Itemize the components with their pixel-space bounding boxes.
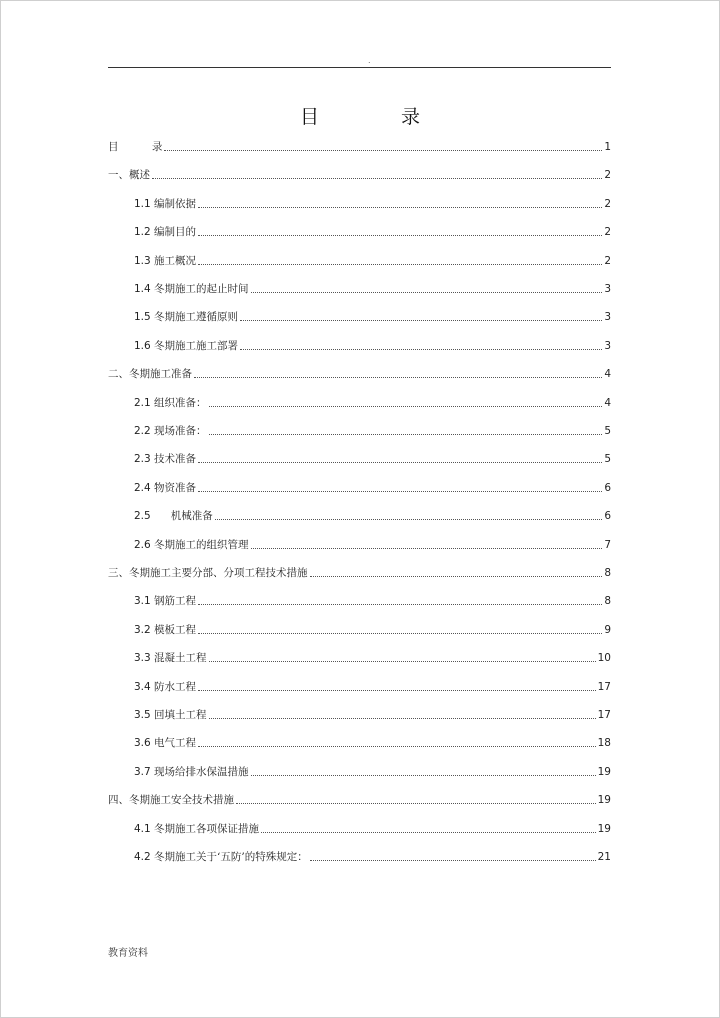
- toc-entry[interactable]: [134, 678, 611, 694]
- toc-dot-leader: [251, 292, 603, 293]
- toc-entry-label: [134, 680, 196, 694]
- toc-dot-leader: [209, 718, 596, 719]
- toc-page-number: 4: [604, 368, 611, 380]
- toc-dot-leader: [194, 377, 602, 378]
- toc-entry-number: 3.2: [134, 624, 151, 636]
- toc-entry[interactable]: [134, 649, 611, 665]
- toc-entry-text: 现场给排水保温措施: [154, 766, 249, 778]
- toc-page-number: 5: [604, 453, 611, 465]
- toc-dot-leader: [164, 150, 602, 151]
- toc-entry-number: 2.2: [134, 425, 151, 437]
- toc-dot-leader: [209, 661, 596, 662]
- toc-entry-text: 二、冬期施工准备: [108, 368, 192, 380]
- toc-dot-leader: [215, 519, 603, 520]
- toc-entry[interactable]: [108, 564, 611, 580]
- toc-entry[interactable]: [134, 479, 611, 495]
- toc-entry[interactable]: [108, 166, 611, 182]
- toc-page-number: 19: [597, 766, 611, 778]
- toc-entry[interactable]: [134, 507, 611, 523]
- toc-dot-leader: [261, 832, 596, 833]
- toc-page-number: 2: [604, 198, 611, 210]
- toc-entry[interactable]: [134, 621, 611, 637]
- toc-entry-label: [134, 594, 196, 608]
- toc-dot-leader: [198, 235, 602, 236]
- toc-page-number: 17: [597, 709, 611, 721]
- toc-entry-text: 编制目的: [154, 226, 197, 238]
- toc-page-number: 2: [604, 255, 611, 267]
- toc-entry-label: [134, 850, 308, 864]
- toc-entry-text: 冬期施工遵循原则: [154, 311, 239, 323]
- toc-entry[interactable]: [134, 422, 611, 438]
- toc-page-number: 19: [597, 794, 611, 806]
- toc-entry-number: 1.1: [134, 198, 151, 210]
- toc-entry-text: 冬期施工的起止时间: [154, 283, 249, 295]
- toc-dot-leader: [198, 746, 596, 747]
- toc-entry[interactable]: [134, 195, 611, 211]
- toc-entry-text: 冬期施工各项保证措施: [154, 823, 260, 835]
- toc-entry-text: 编制依据: [154, 198, 197, 210]
- toc-entry-text: 混凝土工程: [154, 652, 207, 664]
- toc-entry-text: 物资准备: [154, 482, 197, 494]
- toc-entry-number: 3.6: [134, 737, 151, 749]
- toc-page-number: 1: [604, 141, 611, 153]
- toc-entry-number: 1.3: [134, 255, 151, 267]
- toc-dot-leader: [198, 491, 602, 492]
- toc-entry-text: 钢筋工程: [154, 595, 197, 607]
- toc-entry-label: [108, 566, 308, 580]
- toc-entry-number: 1.6: [134, 340, 151, 352]
- toc-entry[interactable]: [134, 308, 611, 324]
- toc-entry-number: 4.2: [134, 851, 151, 863]
- toc-entry-number: 3.7: [134, 766, 151, 778]
- toc-entry-text: 目 录: [108, 141, 163, 153]
- toc-entry[interactable]: [134, 252, 611, 268]
- toc-entry[interactable]: [134, 820, 611, 836]
- toc-dot-leader: [198, 633, 602, 634]
- toc-entry-text: 一、概述: [108, 169, 150, 181]
- toc-entry-text: 模板工程: [154, 624, 197, 636]
- toc-entry-label: [134, 339, 238, 353]
- toc-page-number: 2: [604, 169, 611, 181]
- toc-entry-number: 3.1: [134, 595, 151, 607]
- toc-dot-leader: [152, 178, 602, 179]
- title-char-1: 目: [300, 106, 320, 128]
- toc-entry[interactable]: [134, 536, 611, 552]
- toc-page-number: 9: [604, 624, 611, 636]
- footer-text: 教育资料: [108, 948, 148, 959]
- page-title: [300, 102, 420, 129]
- toc-dot-leader: [310, 576, 603, 577]
- toc-entry[interactable]: [108, 138, 611, 154]
- toc-entry-number: 1.4: [134, 283, 151, 295]
- toc-entry-number: 2.3: [134, 453, 151, 465]
- toc-entry-number: 2.5: [134, 510, 151, 522]
- toc-dot-leader: [198, 690, 596, 691]
- toc-dot-leader: [209, 434, 603, 435]
- toc-entry-text: 组织准备：: [154, 397, 207, 409]
- toc-entry-label: [134, 396, 207, 410]
- toc-page-number: 10: [597, 652, 611, 664]
- toc-entry-label: [134, 736, 196, 750]
- toc-entry-text: 技术准备: [154, 453, 197, 465]
- toc-entry-number: 3.3: [134, 652, 151, 664]
- toc-entry[interactable]: [134, 450, 611, 466]
- toc-entry-label: [134, 822, 259, 836]
- toc-entry-text: 回填土工程: [154, 709, 207, 721]
- toc-entry-label: [134, 197, 196, 211]
- toc-entry-text: 冬期施工的组织管理: [154, 539, 249, 551]
- toc-page-number: 17: [597, 681, 611, 693]
- toc-entry-label: [108, 168, 150, 182]
- toc-page-number: 6: [604, 510, 611, 522]
- toc-page-number: 18: [597, 737, 611, 749]
- toc-entry-label: [134, 481, 196, 495]
- toc-entry-number: 1.2: [134, 226, 151, 238]
- toc-entry-label: [134, 708, 207, 722]
- toc-dot-leader: [198, 264, 602, 265]
- toc-page-number: 21: [597, 851, 611, 863]
- toc-entry-label: [134, 538, 249, 552]
- toc-entry-text: 防水工程: [154, 681, 197, 693]
- toc-page-number: 3: [604, 340, 611, 352]
- toc-dot-leader: [209, 406, 603, 407]
- toc-entry-label: [108, 793, 234, 807]
- toc-entry-label: [134, 254, 196, 268]
- toc-entry[interactable]: [134, 337, 611, 353]
- toc-dot-leader: [240, 320, 602, 321]
- toc-entry[interactable]: [134, 280, 611, 296]
- toc-page-number: 3: [604, 311, 611, 323]
- toc-entry-text: 冬期施工施工部署: [154, 340, 239, 352]
- toc-entry[interactable]: [108, 365, 611, 381]
- toc-page-number: 8: [604, 595, 611, 607]
- title-char-2: 录: [400, 106, 420, 128]
- toc-entry[interactable]: [134, 394, 611, 410]
- toc-entry-label: [134, 765, 249, 779]
- toc-entry-text: 电气工程: [154, 737, 197, 749]
- toc-entry-number: 2.1: [134, 397, 151, 409]
- toc-entry-number: 2.6: [134, 539, 151, 551]
- toc-entry-number: 3.5: [134, 709, 151, 721]
- toc-entry-label: [108, 367, 192, 381]
- toc-entry[interactable]: [134, 763, 611, 779]
- toc-entry[interactable]: [134, 223, 611, 239]
- toc-entry-label: [134, 424, 207, 438]
- toc-entry-number: 1.5: [134, 311, 151, 323]
- toc-entry[interactable]: [134, 848, 611, 864]
- toc-entry-number: 3.4: [134, 681, 151, 693]
- toc-entry-label: [134, 310, 238, 324]
- toc-page-number: 6: [604, 482, 611, 494]
- toc-page-number: 2: [604, 226, 611, 238]
- toc-entry[interactable]: [134, 592, 611, 608]
- toc-page-number: 7: [604, 539, 611, 551]
- toc-dot-leader: [236, 803, 596, 804]
- toc-page-number: 4: [604, 397, 611, 409]
- toc-entry-text: 三、冬期施工主要分部、分项工程技术措施: [108, 567, 308, 579]
- toc-dot-leader: [198, 207, 602, 208]
- toc-page-number: 19: [597, 823, 611, 835]
- toc-entry-text: 四、冬期施工安全技术措施: [108, 794, 234, 806]
- toc-entry-number: 2.4: [134, 482, 151, 494]
- toc-page-number: 8: [604, 567, 611, 579]
- toc-entry-number: 4.1: [134, 823, 151, 835]
- toc-entry[interactable]: [108, 791, 611, 807]
- toc-entry[interactable]: [134, 734, 611, 750]
- toc-entry-text: 施工概况: [154, 255, 197, 267]
- toc-entry[interactable]: [134, 706, 611, 722]
- toc-entry-label: [134, 452, 196, 466]
- toc-dot-leader: [198, 604, 602, 605]
- toc-dot-leader: [251, 775, 596, 776]
- header-rule: [108, 67, 611, 68]
- toc-entry-label: [134, 282, 249, 296]
- toc-dot-leader: [240, 349, 602, 350]
- toc-entry-text: 机械准备: [170, 510, 213, 522]
- toc-page-number: 5: [604, 425, 611, 437]
- toc-page-number: 3: [604, 283, 611, 295]
- toc-entry-label: [134, 623, 196, 637]
- toc-dot-leader: [198, 462, 602, 463]
- toc-entry-label: [134, 225, 196, 239]
- toc-dot-leader: [310, 860, 596, 861]
- toc-entry-text: 冬期施工关于‘五防’的特殊规定：: [154, 851, 308, 863]
- toc-entry-text: 现场准备：: [154, 425, 207, 437]
- header-mark: .: [368, 56, 371, 65]
- toc-dot-leader: [251, 548, 603, 549]
- toc-entry-label: [134, 651, 207, 665]
- toc-entry-label: [108, 140, 162, 154]
- toc-entry-label: [134, 509, 213, 523]
